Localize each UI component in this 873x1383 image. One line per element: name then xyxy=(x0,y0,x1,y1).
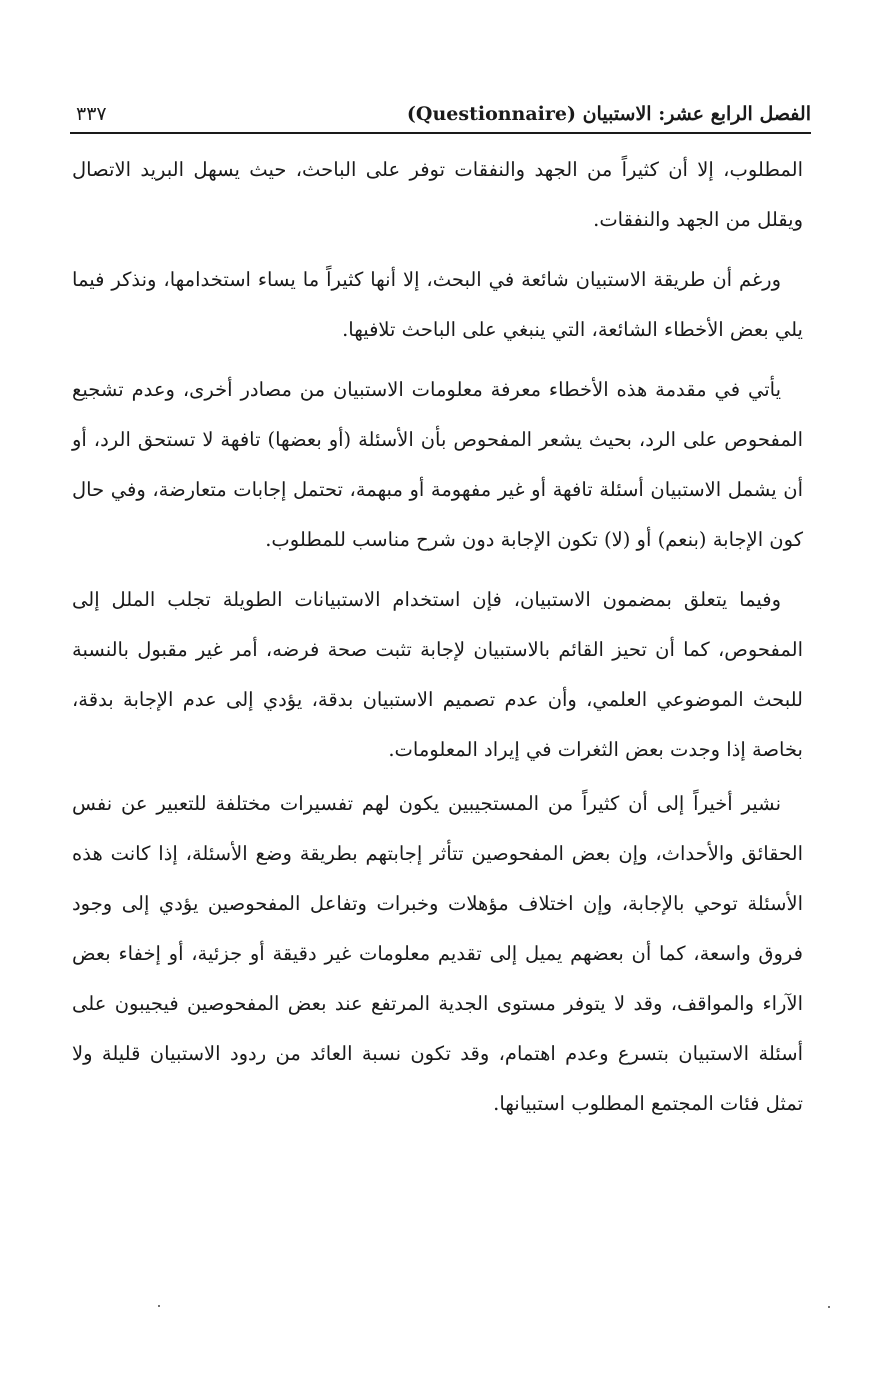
paragraph-common-errors-intro: ورغم أن طريقة الاستبيان شائعة في البحث، إلا أنها كثيراً ما يساء استخدامها، ونذكر فيما يلي بعض الأخطاء الشائعة، التي ينبغي على الباحث تلافيها. xyxy=(72,268,803,341)
scan-speck xyxy=(158,1305,160,1307)
chapter-title: الفصل الرابع عشر: الاستبيان (Questionnaire) xyxy=(406,103,811,126)
page-number: ٣٣٧ xyxy=(76,103,107,126)
paragraph-continuation: المطلوب، إلا أن كثيراً من الجهد والنفقات توفر على الباحث، حيث يسهل البريد الاتصال ويقلل من الجهد والنفقات. xyxy=(72,158,803,231)
body-text xyxy=(72,145,803,1139)
paragraph-content-errors: وفيما يتعلق بمضمون الاستبيان، فإن استخدام الاستبيانات الطويلة تجلب الملل إلى المفحوص، كما أن تحيز القائم بالاستبيان لإجابة تثبت صحة فرضه، أمر غير مقبول بالنسبة للبحث الموضوعي العلمي، وأن عدم تصميم الاستبيان بدقة، يؤدي إلى عدم الإجابة بدقة، بخاصة إذا وجدت بعض الثغرات في إيراد المعلومات. xyxy=(72,588,803,761)
scan-speck xyxy=(828,1306,830,1308)
running-header xyxy=(70,94,811,134)
paragraph-respondent-issues: نشير أخيراً إلى أن كثيراً من المستجيبين يكون لهم تفسيرات مختلفة للتعبير عن نفس الحقائق والأحداث، وإن بعض المفحوصين تتأثر إجابتهم بطريقة وضع الأسئلة، إذا كانت هذه الأسئلة توحي بالإجابة، وإن اختلاف مؤهلات وخبرات وتفاعل المفحوصين يؤدي إلى وجود فروق واسعة، كما أن بعضهم يميل إلى تقديم معلومات غير دقيقة أو جزئية، أو إخفاء بعض الآراء والمواقف، وقد لا يتوفر مستوى الجدية المرتفع عند بعض المفحوصين فيجيبون على أسئلة الاستبيان بتسرع وعدم اهتمام، وقد تكون نسبة العائد من ردود الاستبيان قليلة ولا تمثل فئات المجتمع المطلوب استبيانها. xyxy=(72,792,803,1115)
paragraph-errors-list: يأتي في مقدمة هذه الأخطاء معرفة معلومات الاستبيان من مصادر أخرى، وعدم تشجيع المفحوص على الرد، بحيث يشعر المفحوص بأن الأسئلة (أو بعضها) تافهة لا تستحق الرد، أو أن يشمل الاستبيان أسئلة تافهة أو غير مفهومة أو مبهمة، تحتمل إجابات متعارضة، وفي حال كون الإجابة (بنعم) أو (لا) تكون الإجابة دون شرح مناسب للمطلوب. xyxy=(72,378,803,551)
